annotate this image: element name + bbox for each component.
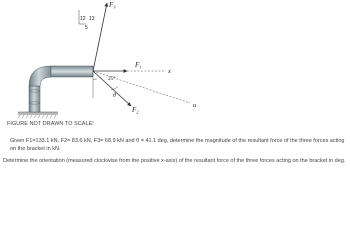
svg-text:F1 — [134, 61, 142, 70]
angle-25-label: 25° — [108, 76, 116, 82]
u-axis-label: u — [193, 102, 197, 109]
theta-label: θ — [113, 93, 116, 99]
given-text: Given F1=133.1 kN, F2= 83.6 kN, F3= 68.9 kN and θ = 41.1 deg, determine the magnitude of the resultant force of the three forces acting on the bracket in kN. — [10, 138, 345, 152]
f2-label: F — [132, 106, 137, 114]
f3-subscript: 3 — [113, 4, 116, 10]
f3-label: F — [109, 1, 114, 9]
bracket — [29, 66, 93, 112]
f1-subscript: 1 — [139, 64, 142, 70]
f2-subscript: 2 — [136, 109, 139, 115]
force-f1 — [93, 61, 171, 75]
f1-label: F — [135, 61, 140, 69]
slope-5-label: 5 — [85, 25, 88, 31]
ground-support — [18, 112, 58, 118]
slope-12a-label: 12 — [80, 16, 86, 22]
slope-13-label: 13 — [89, 16, 95, 22]
svg-text:F3 — [108, 1, 116, 10]
x-axis-label: x — [168, 68, 171, 75]
force-f2 — [93, 71, 139, 115]
svg-text:F2 — [131, 106, 139, 115]
question-text: Determine the orientation (measured clockwise from the positive x-axis) of the resultant force of the three forces acting on the bracket in deg. — [3, 158, 346, 164]
figure-note: FIGURE NOT DRAWN TO SCALE! — [7, 121, 94, 127]
force-f3 — [79, 1, 116, 71]
